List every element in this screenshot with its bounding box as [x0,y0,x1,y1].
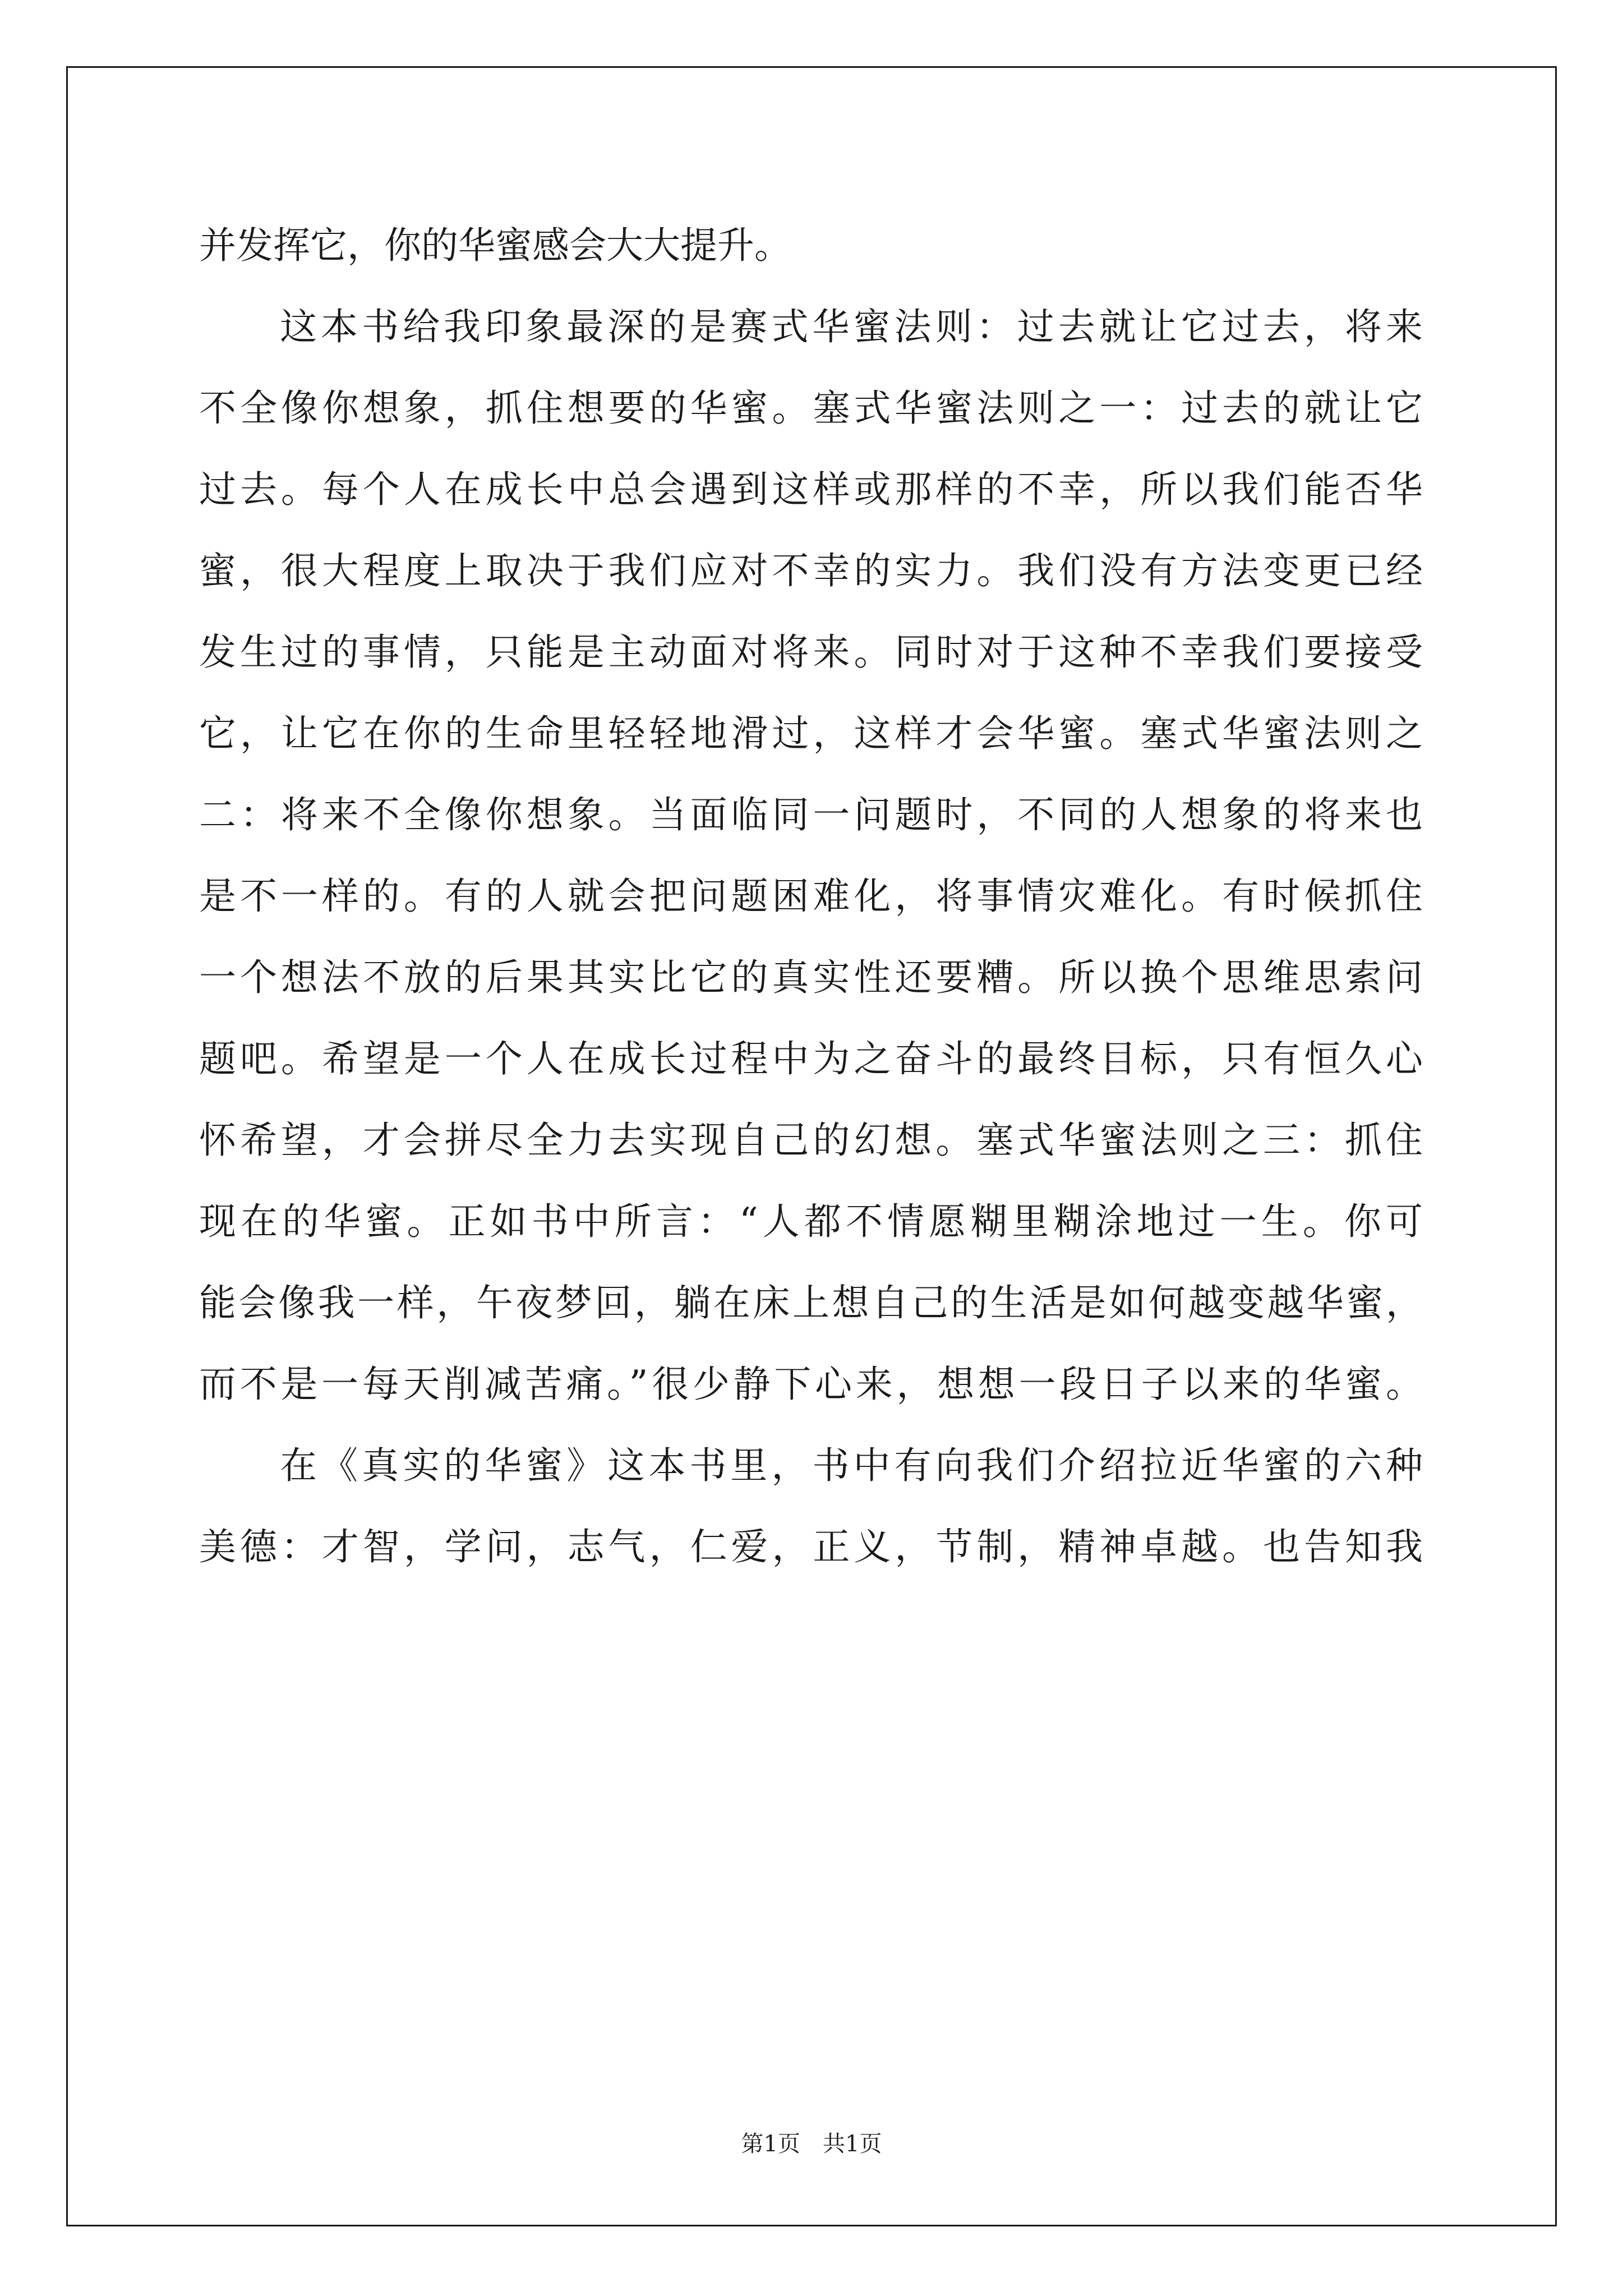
text-line: 题吧。希望是一个人在成长过程中为之奋斗的最终目标，只有恒久心 [199,1037,1423,1080]
text-line: 怀希望，才会拼尽全力去实现自己的幻想。塞式华蜜法则之三：抓住 [199,1119,1423,1162]
text-line: 一个想法不放的后果其实比它的真实性还要糟。所以换个思维思索问 [199,956,1423,999]
text-line: 发生过的事情，只能是主动面对将来。同时对于这种不幸我们要接受 [199,631,1423,674]
text-line: 在《真实的华蜜》这本书里，书中有向我们介绍拉近华蜜的六种 [280,1444,1423,1487]
document-body [199,205,1423,1588]
text-line: 美德：才智，学问，志气，仁爱，正义，节制，精神卓越。也告知我 [199,1525,1423,1568]
text-line: 蜜，很大程度上取决于我们应对不幸的实力。我们没有方法变更已经 [199,549,1423,592]
text-line: 过去。每个人在成长中总会遇到这样或那样的不幸，所以我们能否华 [199,468,1423,511]
text-line: 不全像你想象，抓住想要的华蜜。塞式华蜜法则之一：过去的就让它 [199,386,1423,430]
text-line: 二：将来不全像你想象。当面临同一问题时，不同的人想象的将来也 [199,793,1423,836]
text-line: 而不是一每天削减苦痛。”很少静下心来，想想一段日子以来的华蜜。 [199,1363,1423,1406]
text-line: 它，让它在你的生命里轻轻地滑过，这样才会华蜜。塞式华蜜法则之 [199,712,1423,755]
text-line: 现在的华蜜。正如书中所言：“人都不情愿糊里糊涂地过一生。你可 [199,1200,1423,1243]
page-footer: 第1页 共1页 [741,2131,882,2157]
text-line: 这本书给我印象最深的是赛式华蜜法则：过去就让它过去，将来 [280,305,1423,348]
text-line: 是不一样的。有的人就会把问题困难化，将事情灾难化。有时候抓住 [199,875,1423,918]
text-line: 并发挥它，你的华蜜感会大大提升。 [199,224,791,267]
text-line: 能会像我一样，午夜梦回，躺在床上想自己的生活是如何越变越华蜜， [199,1281,1423,1324]
